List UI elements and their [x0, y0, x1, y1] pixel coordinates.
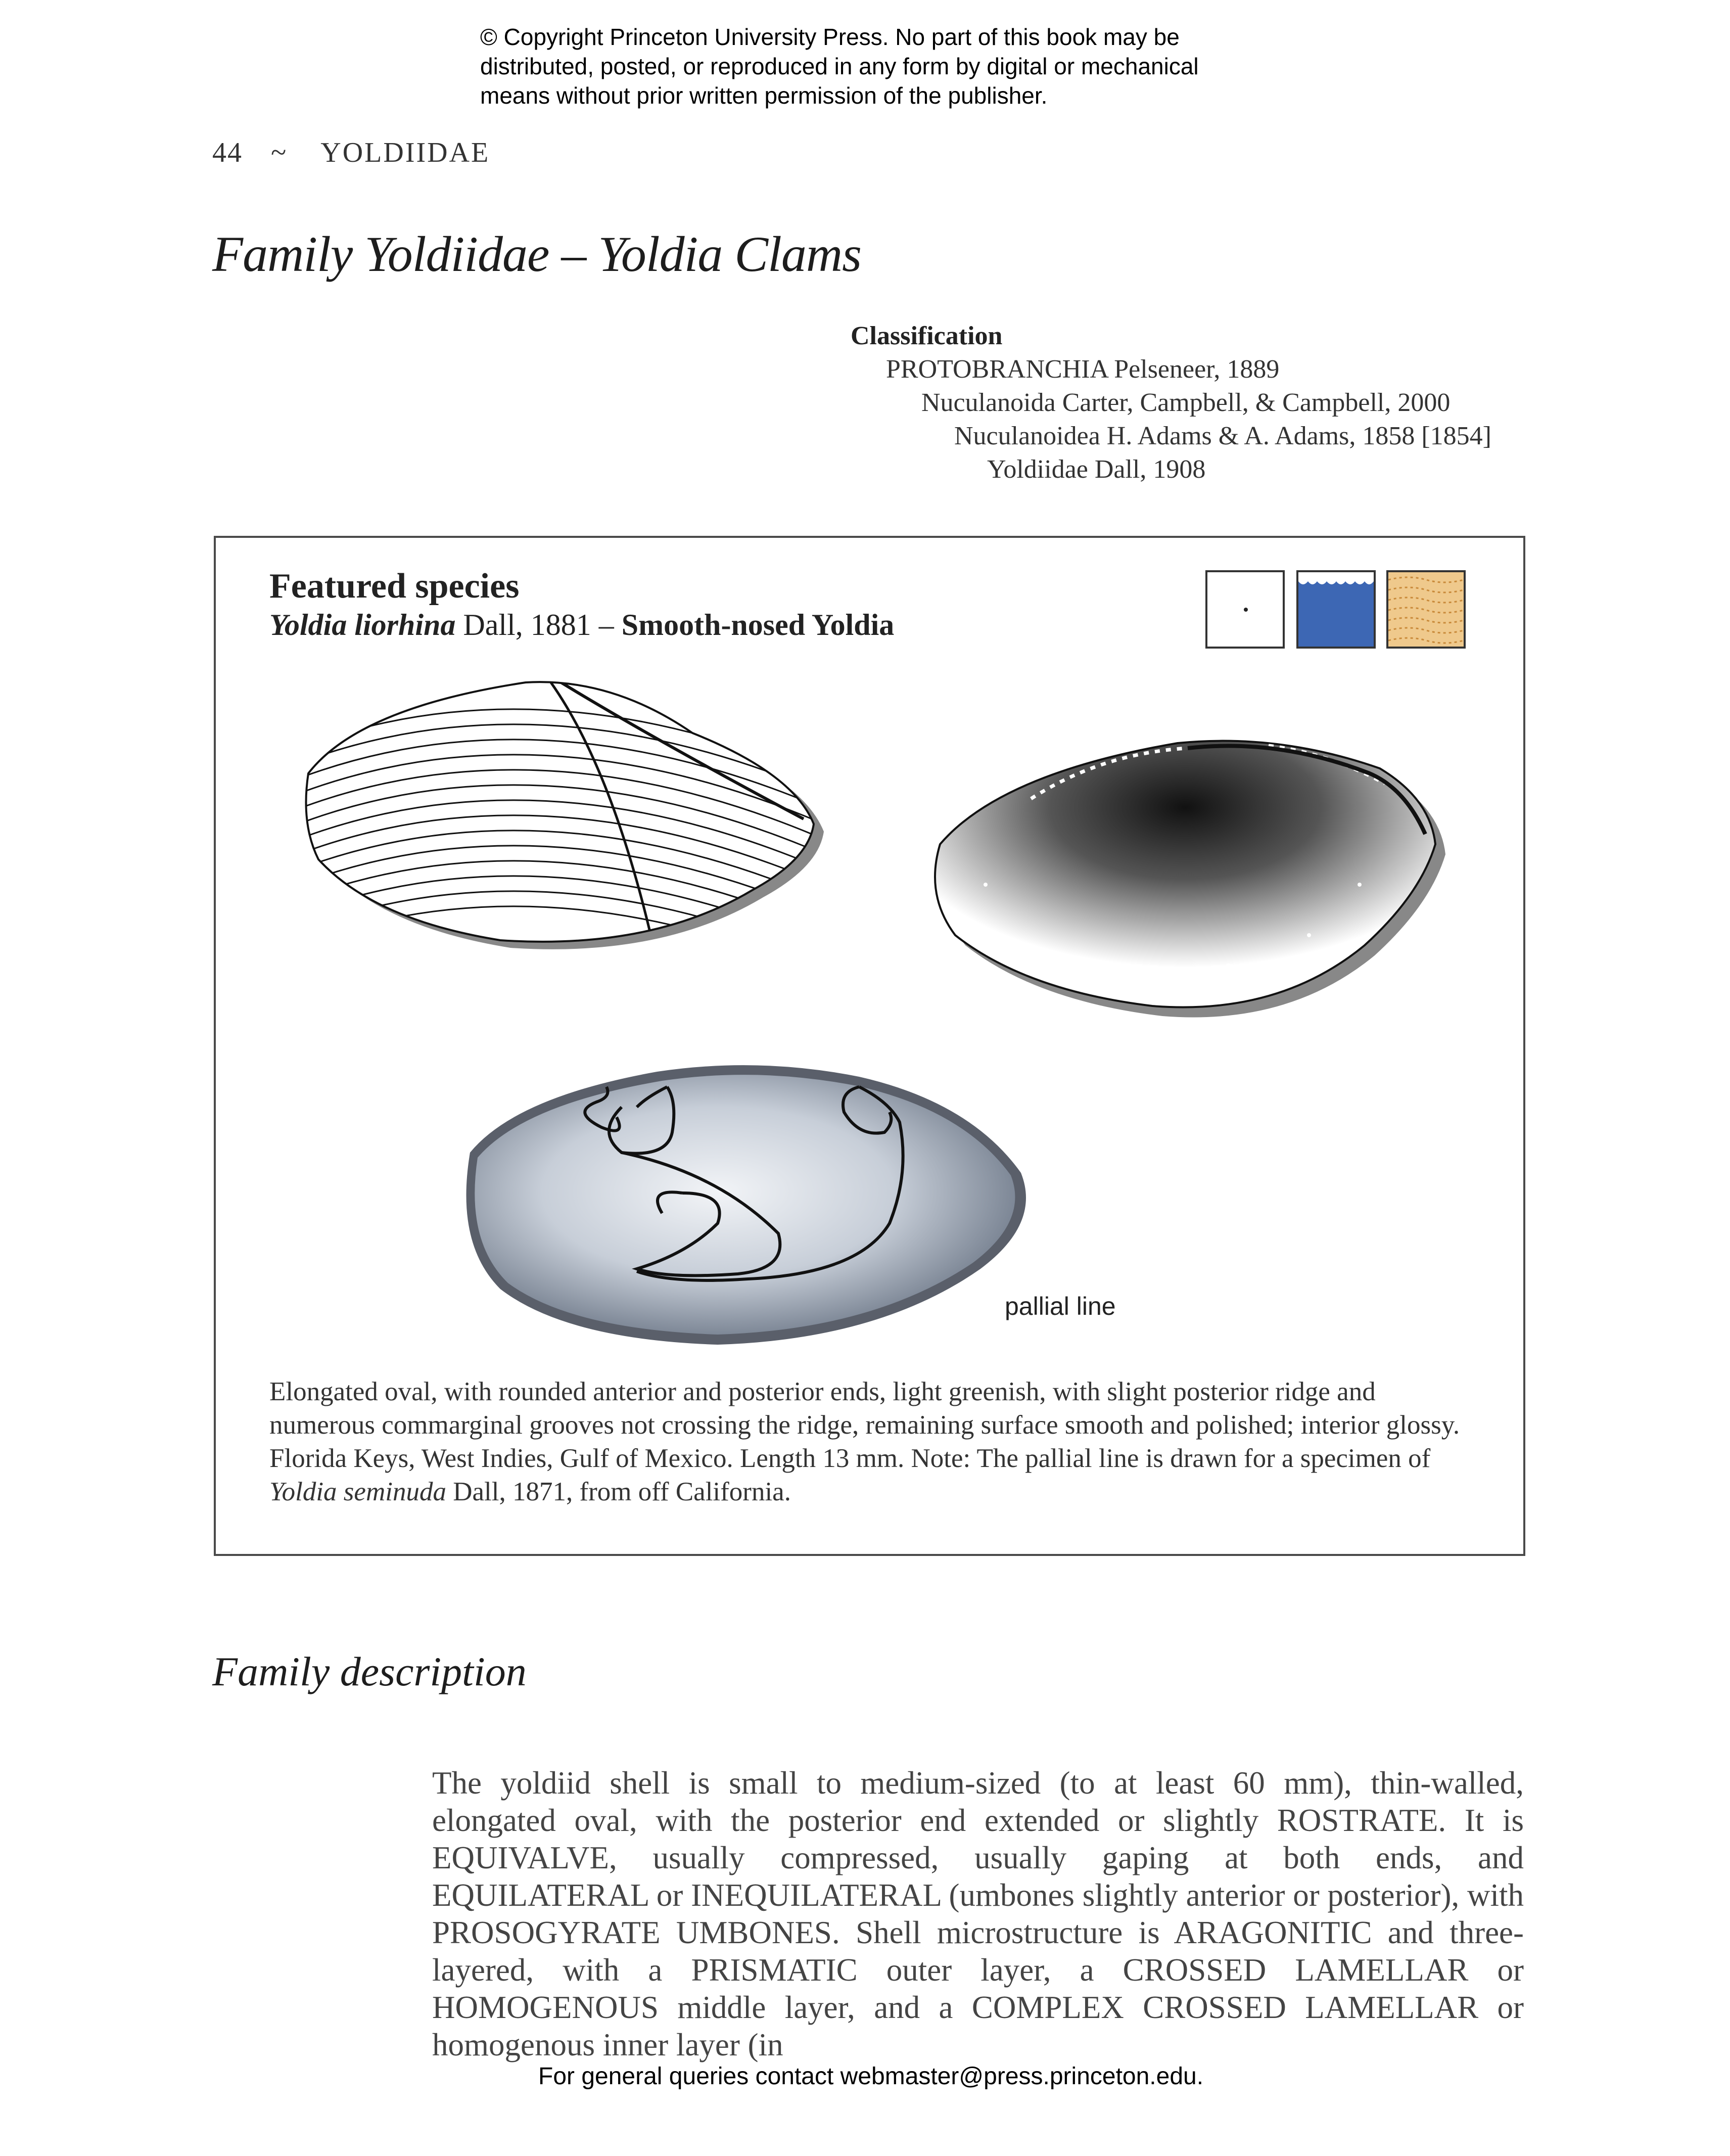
classification-level: Yoldiidae Dall, 1908 [987, 455, 1206, 484]
running-head-section: YOLDIIDAE [320, 137, 490, 168]
copyright-line: distributed, posted, or reproduced in any form by digital or mechanical [480, 53, 1199, 79]
page-title: Family Yoldiidae – Yoldia Clams [212, 226, 862, 282]
classification-level: Nuculanoida Carter, Campbell, & Campbell, 2000 [921, 388, 1451, 417]
section-heading: Family description [212, 1648, 527, 1694]
species-author: Dall, 1881 – [455, 608, 622, 641]
classification-level: PROTOBRANCHIA Pelseneer, 1889 [886, 355, 1280, 384]
shell-photo-with-pallial-line [455, 1057, 1051, 1350]
classification-block [851, 319, 1491, 486]
shell-exterior-illustration [298, 677, 824, 981]
description-species-name: Yoldia seminuda [269, 1477, 446, 1506]
pallial-line-label: pallial line [1005, 1292, 1116, 1320]
body-paragraph: The yoldiid shell is small to medium-sized (to at least 60 mm), thin-walled, elongated oval, with the posterior end extended or slightly ROSTRATE. It is EQUIVALVE, usually compressed, usually gaping at both ends, and EQUILATERAL or INEQUILATERAL (umbones slightly anterior or posterior), with PROSOGYRATE UMBONES. Shell microstructure is ARAGONITIC and three-layered, with a PRISMATIC outer layer, a CROSSED LAMELLAR or HOMOGENOUS middle layer, and a COMPLEX CROSSED LAMELLAR or homogenous inner layer (in [432, 1765, 1524, 2062]
page-number: 44 [212, 137, 243, 168]
species-description [269, 1375, 1472, 1508]
species-name: Yoldia liorhina [269, 608, 456, 641]
common-name: Smooth-nosed Yoldia [621, 608, 895, 641]
description-text: Elongated oval, with rounded anterior and posterior ends, light greenish, with slight posterior ridge and numerous commarginal grooves not crossing the ridge, remaining surface smooth and polished; interior glossy. Florida Keys, West Indies, Gulf of Mexico. Length 13 mm. Note: The pallial line is drawn for a specimen of [269, 1377, 1460, 1473]
featured-heading: Featured species [269, 567, 520, 606]
sand-icon [1386, 570, 1466, 649]
running-head-separator: ~ [271, 137, 288, 168]
waves-icon [1296, 570, 1376, 649]
running-head [212, 136, 490, 169]
shell-interior-illustration [925, 733, 1456, 1046]
deep-water-icon [1205, 570, 1285, 649]
copyright-notice [480, 22, 1339, 110]
species-line [269, 608, 894, 643]
copyright-line: means without prior written permission of the publisher. [480, 82, 1048, 109]
classification-heading: Classification [851, 322, 1003, 350]
copyright-line: © Copyright Princeton University Press. No part of this book may be [480, 24, 1180, 50]
classification-level: Nuculanoidea H. Adams & A. Adams, 1858 [1854] [954, 422, 1491, 450]
description-text: Dall, 1871, from off California. [446, 1477, 791, 1506]
footer-contact: For general queries contact webmaster@press.princeton.edu. [538, 2063, 1204, 2090]
